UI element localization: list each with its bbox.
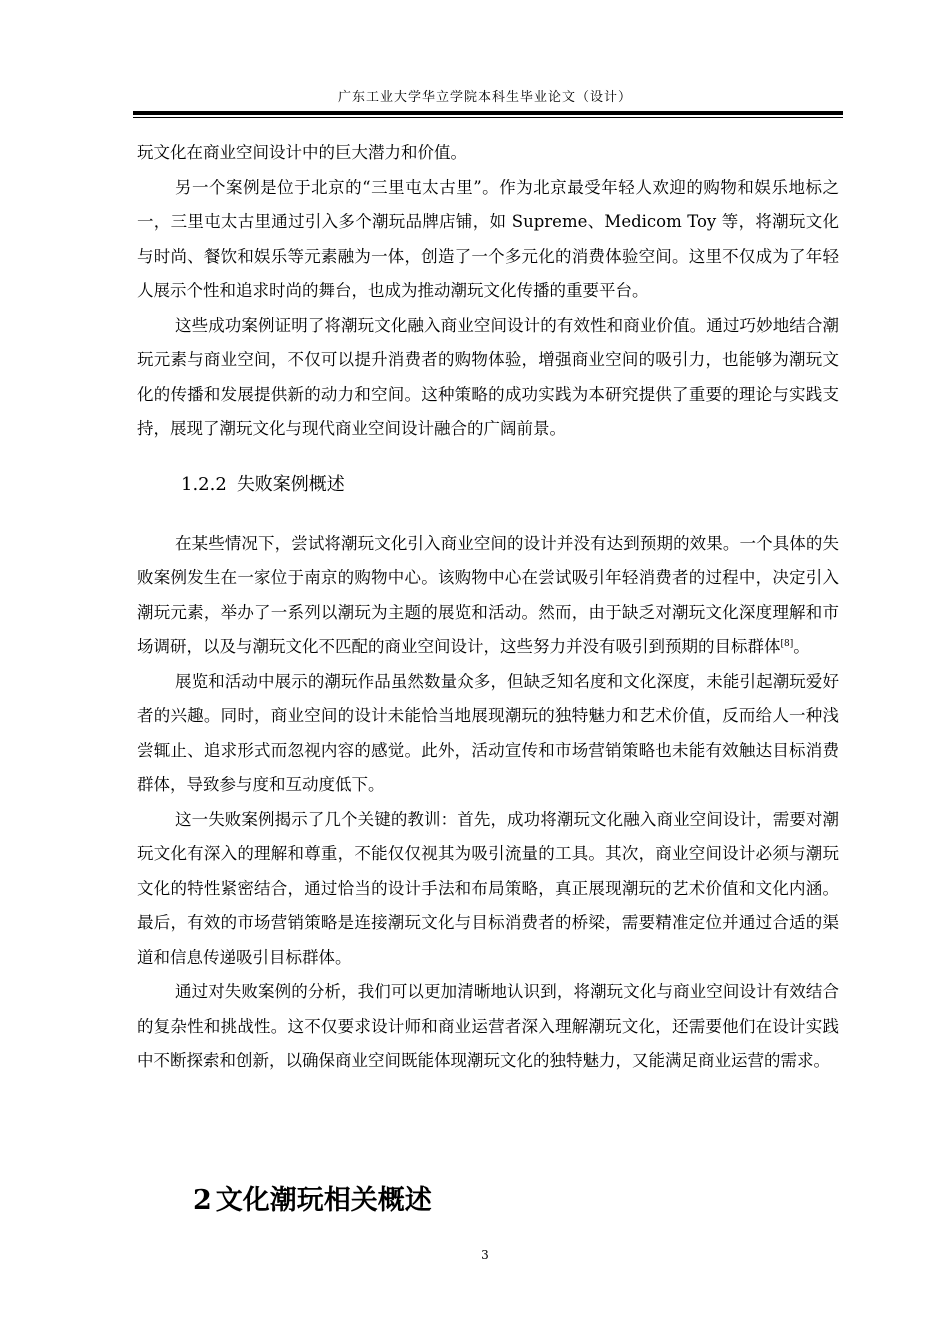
chapter-title: 文化潮玩相关概述: [215, 1185, 432, 1216]
paragraph-continuation: 玩文化在商业空间设计中的巨大潜力和价值。: [137, 143, 467, 162]
header-rule-thick: [133, 111, 843, 115]
paragraph-failure-case: [137, 527, 839, 665]
paragraph-analysis: 通过对失败案例的分析，我们可以更加清晰地认识到，将潮玩文化与商业空间设计有效结合的复杂性和挑战性。这不仅要求设计师和商业运营者深入理解潮玩文化，还需要他们在设计实践中不断探索和创新，以确保商业空间既能体现潮玩文化的独特魅力，又能满足商业运营的需求。: [137, 982, 839, 1070]
page-number: 3: [481, 1248, 489, 1262]
section-title: 失败案例概述: [236, 473, 345, 495]
chapter-number: 2: [193, 1185, 212, 1216]
paragraph-sanlitun-case: 另一个案例是位于北京的“三里屯太古里”。作为北京最受年轻人欢迎的购物和娱乐地标之一，三里屯太古里通过引入多个潮玩品牌店铺，如 Supreme、Medicom Toy 等，将潮玩文化与时尚、餐饮和娱乐等元素融为一体，创造了一个多元化的消费体验空间。这里不仅成为了年轻人展示个性和追求时尚的舞台，也成为推动潮玩文化传播的重要平台。: [137, 177, 839, 300]
section-heading-1-2-2: [137, 447, 839, 527]
paragraph-success-summary: 这些成功案例证明了将潮玩文化融入商业空间设计的有效性和商业价值。通过巧妙地结合潮玩元素与商业空间，不仅可以提升消费者的购物体验，增强商业空间的吸引力，也能够为潮玩文化的传播和发展提供新的动力和空间。这种策略的成功实践为本研究提供了重要的理论与实践支持，展现了潮玩文化与现代商业空间设计融合的广阔前景。: [137, 315, 839, 438]
citation-ref: [8]: [780, 639, 794, 649]
section-number: 1.2.2: [181, 473, 227, 495]
body-text: [137, 136, 839, 1079]
paragraph-lessons: 这一失败案例揭示了几个关键的教训：首先，成功将潮玩文化融入商业空间设计，需要对潮玩文化有深入的理解和尊重，不能仅仅视其为吸引流量的工具。其次，商业空间设计必须与潮玩文化的特性紧密结合，通过恰当的设计手法和布局策略，真正展现潮玩的艺术价值和文化内涵。最后，有效的市场营销策略是连接潮玩文化与目标消费者的桥梁，需要精准定位并通过合适的渠道和信息传递吸引目标群体。: [137, 809, 839, 967]
chapter-heading-2: [193, 1178, 432, 1217]
running-header: 广东工业大学华立学院本科生毕业论文（设计）: [337, 90, 632, 105]
header-rule-thin: [133, 117, 843, 118]
failure-case-text: 在某些情况下，尝试将潮玩文化引入商业空间的设计并没有达到预期的效果。一个具体的失败案例发生在一家位于南京的购物中心。该购物中心在尝试吸引年轻消费者的过程中，决定引入潮玩元素，举办了一系列以潮玩为主题的展览和活动。然而，由于缺乏对潮玩文化深度理解和市场调研，以及与潮玩文化不匹配的商业空间设计，这些努力并没有吸引到预期的目标群体: [137, 533, 839, 656]
paragraph-exhibition: 展览和活动中展示的潮玩作品虽然数量众多，但缺乏知名度和文化深度，未能引起潮玩爱好者的兴趣。同时，商业空间的设计未能恰当地展现潮玩的独特魅力和艺术价值，反而给人一种浅尝辄止、追求形式而忽视内容的感觉。此外，活动宣传和市场营销策略也未能有效触达目标消费群体，导致参与度和互动度低下。: [137, 671, 839, 794]
failure-case-end: 。: [793, 637, 810, 656]
